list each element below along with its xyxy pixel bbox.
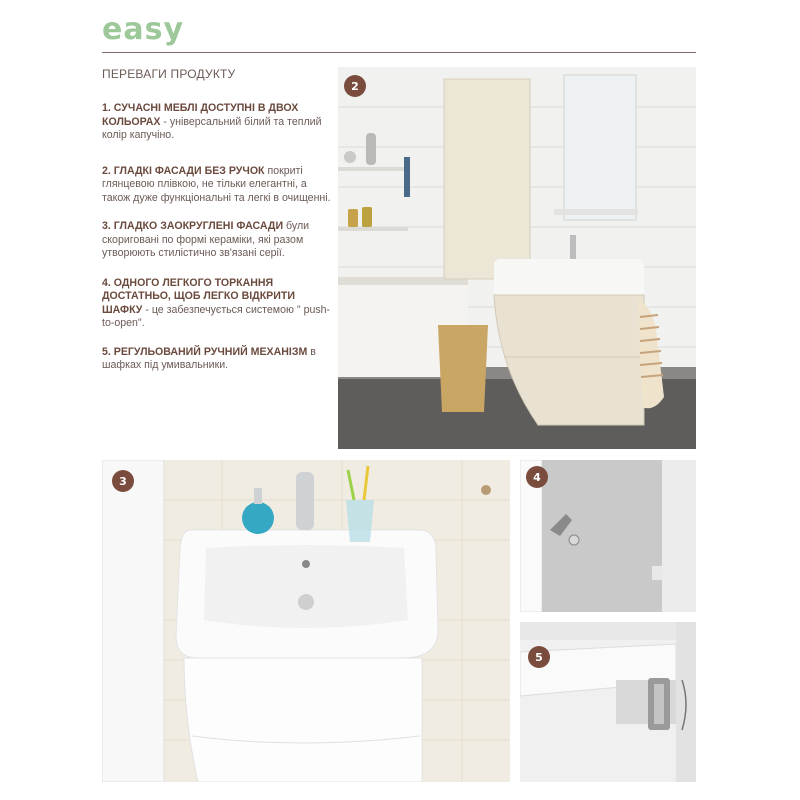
photo-number-badge: 4 [526,466,548,488]
feature-item [102,220,332,261]
feature-heading: 2. ГЛАДКІ ФАСАДИ БЕЗ РУЧОК [102,164,265,177]
feature-heading: 1. СУЧАСНІ МЕБЛІ ДОСТУПНІ В ДВОХ КОЛЬОРАХ [102,102,299,128]
door-detail-image [520,460,696,612]
feature-text: - це забезпечується системою " push-to-open". [102,303,331,329]
photo-hinge-mechanism [520,622,696,782]
photo-number-badge: 3 [112,470,134,492]
bathroom-scene-image [338,67,696,449]
feature-item [102,102,332,143]
photo-push-to-open [520,460,696,612]
feature-heading: 3. ГЛАДКО ЗАОКРУГЛЕНІ ФАСАДИ [102,220,284,232]
feature-item [102,165,332,206]
feature-text: покриті глянцевою плівкою, не тільки елегантні, а також дуже функціональні та легкі в очищенні. [102,164,331,204]
feature-heading: 5. РЕГУЛЬОВАНИЙ РУЧНИЙ МЕХАНІЗМ [102,345,308,358]
brand-logo: easy [102,12,185,47]
section-title: ПЕРЕВАГИ ПРОДУКТУ [102,67,236,81]
hinge-detail-image [520,622,696,782]
header-divider [102,52,696,53]
feature-list [102,102,332,388]
feature-text: були скориговані по формі кераміки, які разом утворюють стилістично зв'язані серії. [102,220,310,259]
photo-number-badge: 2 [344,75,366,97]
feature-text: в шафках під умивальники. [102,345,316,371]
feature-text: - універсальний білий та теплий колір капучіно. [102,115,322,141]
photo-number-badge: 5 [528,646,550,668]
feature-item [102,277,332,331]
photo-bathroom-cappuccino [338,67,696,449]
feature-item [102,346,332,373]
photo-washbasin [102,460,510,782]
washbasin-scene-image [102,460,510,782]
feature-heading: 4. ОДНОГО ЛЕГКОГО ТОРКАННЯ ДОСТАТНЬО, ЩОБ ЛЕГКО ВІДКРИТИ ШАФКУ [102,276,295,316]
